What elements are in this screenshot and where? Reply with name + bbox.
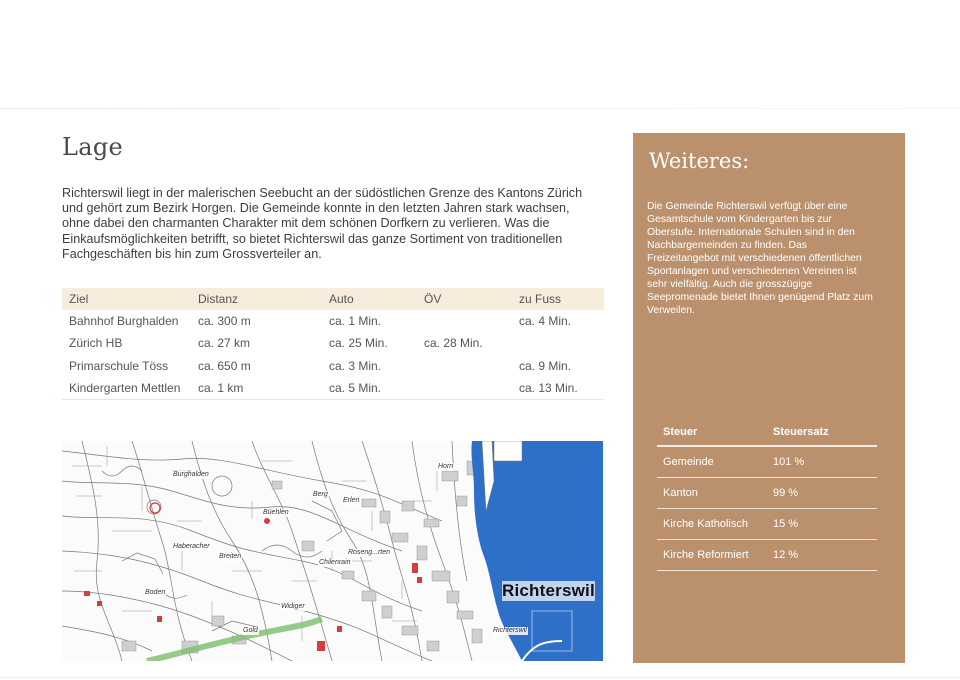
cell-zu-fuss: ca. 4 Min. (519, 314, 572, 329)
tax-rate: 15 % (767, 509, 877, 540)
column-header-steuer: Steuer (657, 419, 767, 446)
table-row (62, 310, 604, 332)
table-row (62, 355, 604, 377)
map-label-burghalden: Burghalden (173, 471, 209, 478)
section-title-lage: Lage (62, 133, 124, 161)
tax-rate: 12 % (767, 540, 877, 571)
tax-name: Kirche Katholisch (657, 509, 767, 540)
tax-rate: 101 % (767, 446, 877, 478)
tax-header-row (657, 419, 877, 446)
cell-distanz: ca. 1 km (191, 377, 322, 400)
tax-name: Kanton (657, 478, 767, 509)
column-header-zu-fuss: zu Fuss (512, 288, 604, 310)
map-label-bueehlen: Büehlen (263, 509, 289, 516)
cell-oev (417, 310, 512, 332)
column-header-distanz: Distanz (191, 288, 322, 310)
location-map (62, 441, 603, 661)
panel-paragraph: Die Gemeinde Richterswil verfügt über eine Gesamtschule vom Kindergarten bis zur Oberstufe. Internationale Schulen sind in den Nachbargemeinden zu finden. Das Freizeitangebot mit verschiedenen öffentlichen Sportanlagen und verschiedenen Vereinen ist sehr vielfältig. Auch die grosszügige Seepromenade bietet Ihnen genügend Platz zum Verweilen. (647, 201, 873, 316)
column-header-ziel: Ziel (62, 288, 191, 310)
panel-title: Weiteres: (649, 149, 750, 173)
cell-ziel: Zürich HB (69, 336, 123, 351)
cell-distanz: ca. 300 m (198, 314, 251, 329)
table-header-row (62, 288, 604, 310)
map-label-widiger: Widiger (281, 603, 305, 610)
map-town-label: Richterswil (502, 581, 595, 600)
cell-oev (417, 355, 512, 377)
weiteres-panel (633, 133, 905, 663)
cell-oev: ca. 28 Min. (424, 336, 483, 351)
cell-zu-fuss: ca. 9 Min. (519, 358, 572, 373)
table-row (657, 509, 877, 540)
table-row (657, 478, 877, 509)
cell-ziel: Bahnhof Burghalden (69, 314, 179, 329)
cell-auto: ca. 3 Min. (329, 358, 382, 373)
cell-auto: ca. 5 Min. (322, 377, 417, 400)
map-label-gold: Gold (243, 627, 258, 634)
map-label-richterswil-small: Richterswil (493, 627, 527, 634)
cell-auto: ca. 25 Min. (329, 336, 388, 351)
map-label-haberacher: Haberacher (173, 543, 210, 550)
cell-ziel: Kindergarten Mettlen (62, 377, 191, 400)
tax-name: Kirche Reformiert (657, 540, 767, 571)
cell-distanz: ca. 27 km (198, 336, 251, 351)
cell-auto: ca. 1 Min. (329, 314, 382, 329)
intro-paragraph: Richterswil liegt in der malerischen Seebucht an der südöstlichen Grenze des Kantons Zürich und gehört zum Bezirk Horgen. Die Gemeinde konnte in den letzten Jahren stark wachsen, ohne dabei den charmanten Charakter mit dem schönen Dorfkern zu verlieren. Was die Einkaufsmöglichkeiten betrifft, so bietet Richterswil das ganze Sortiment von traditionellen Fachgeschäften bis hin zum Grossverteiler an. (62, 186, 583, 261)
table-row (62, 332, 604, 354)
map-label-horn: Horn (438, 463, 454, 470)
bottom-divider (0, 677, 960, 678)
column-header-auto: Auto (322, 288, 417, 310)
cell-zu-fuss: ca. 13 Min. (512, 377, 604, 400)
cell-zu-fuss (512, 332, 604, 354)
map-label-berg: Berg (313, 491, 328, 498)
tax-name: Gemeinde (657, 446, 767, 478)
map-label-breiten: Breiten (219, 553, 242, 560)
map-label-boden: Boden (145, 589, 166, 596)
table-row (62, 377, 604, 400)
table-row (657, 446, 877, 478)
tax-rate: 99 % (767, 478, 877, 509)
distance-table (62, 288, 604, 400)
map-label-rosengarten: Roseng...rten (348, 549, 391, 556)
column-header-steuersatz: Steuersatz (767, 419, 877, 446)
map-label-erlen: Erlen (343, 497, 360, 504)
cell-ziel: Primarschule Töss (69, 358, 169, 373)
column-header-oev: ÖV (417, 288, 512, 310)
top-divider (0, 108, 960, 109)
cell-distanz: ca. 650 m (198, 358, 251, 373)
tax-table (657, 419, 877, 571)
cell-oev (417, 377, 512, 400)
table-row (657, 540, 877, 571)
map-label-chilenrain: Chilenrain (319, 559, 351, 566)
